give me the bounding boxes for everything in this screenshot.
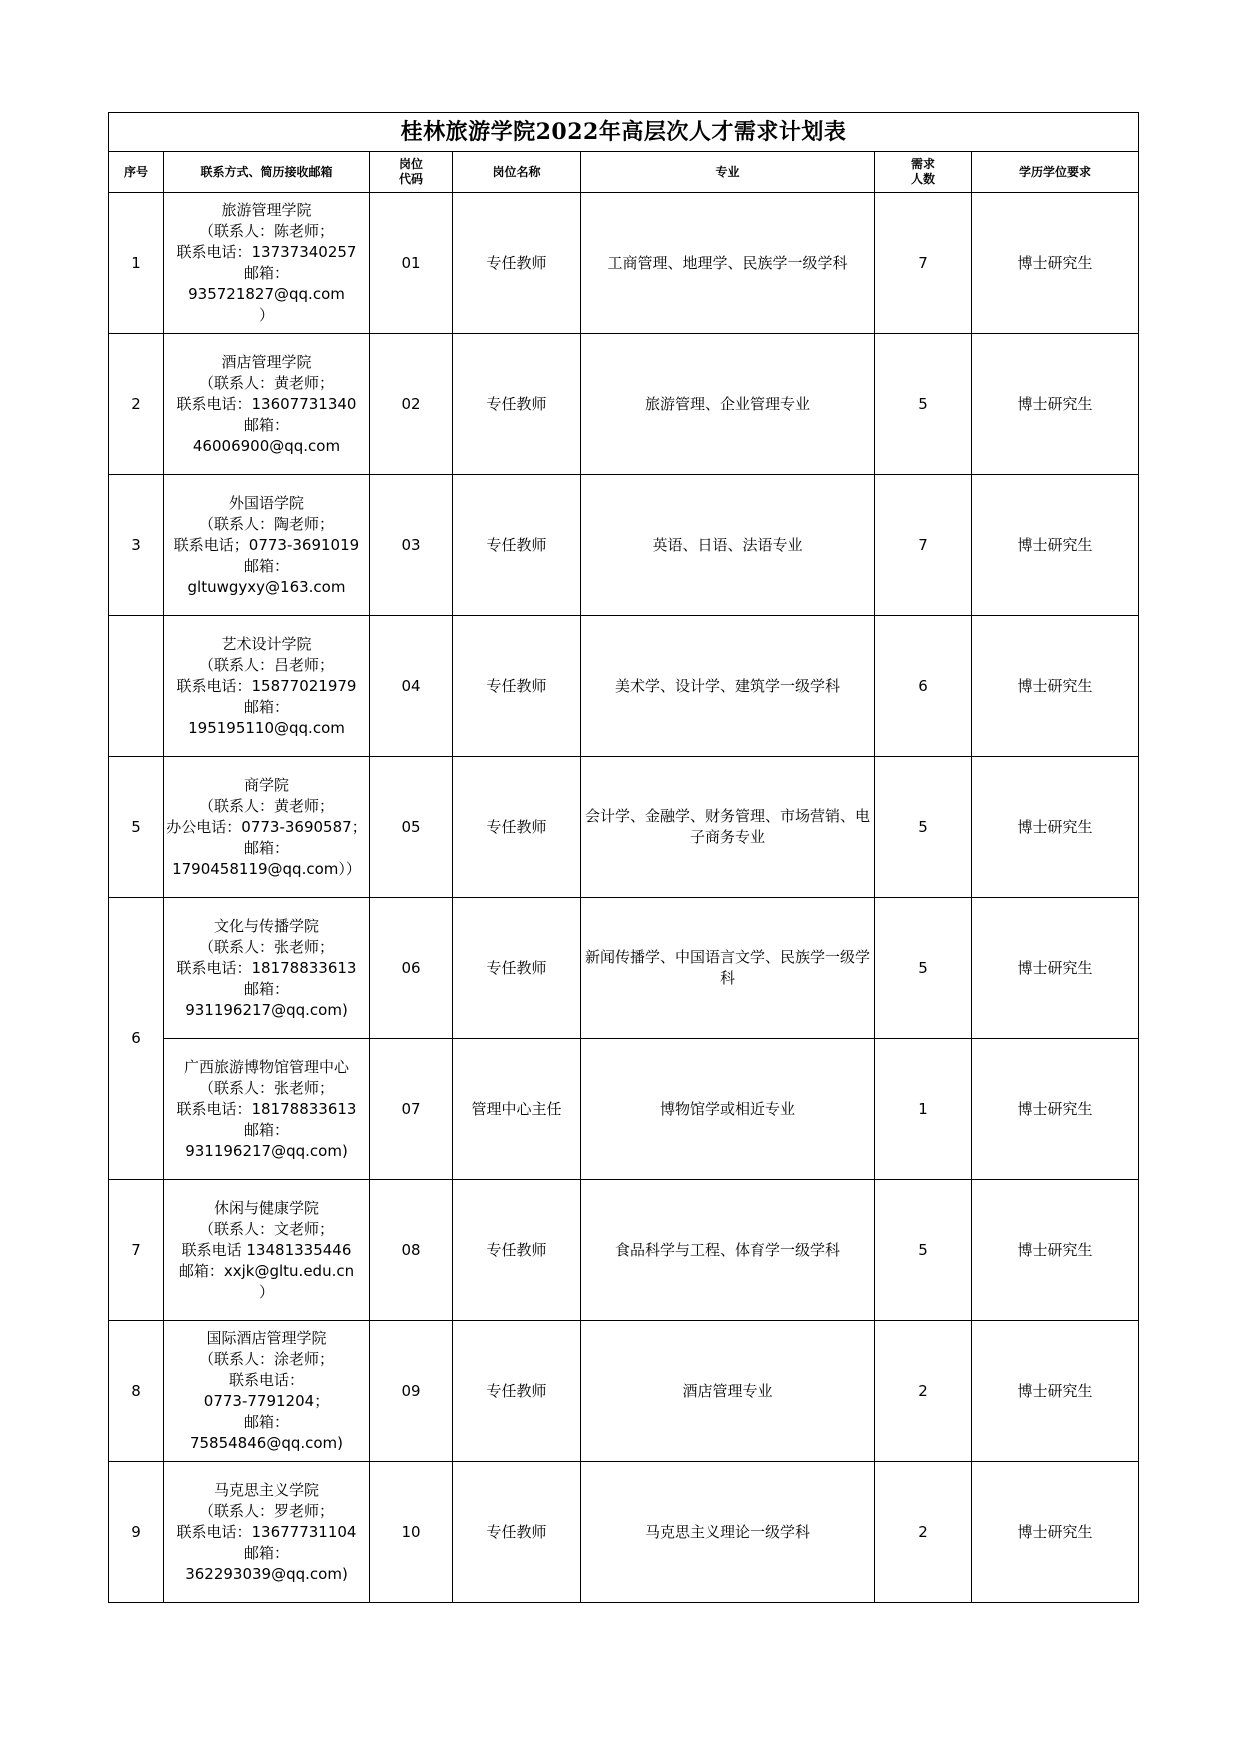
table-row: [109, 1321, 1139, 1462]
contact-line: （联系人：陈老师；: [198, 222, 334, 240]
contact-cell: [164, 898, 370, 1039]
post-code-cell: 04: [370, 616, 453, 757]
major-cell: 新闻传播学、中国语言文学、民族学一级学科: [581, 898, 875, 1039]
post-code-cell: 08: [370, 1180, 453, 1321]
post-code-cell: 01: [370, 193, 453, 334]
major-cell: 美术学、设计学、建筑学一级学科: [581, 616, 875, 757]
major-cell: 马克思主义理论一级学科: [581, 1462, 875, 1603]
degree-cell: 博士研究生: [972, 616, 1139, 757]
contact-line: 邮箱：: [243, 1120, 289, 1139]
contact-line: 外国语学院: [228, 493, 304, 512]
post-name-cell: 专任教师: [453, 757, 581, 898]
degree-cell: 博士研究生: [972, 898, 1139, 1039]
table-row: [109, 1039, 1139, 1180]
header-major: 专业: [581, 152, 875, 193]
demand-count-cell: 2: [875, 1462, 972, 1603]
contact-line: 联系电话：18178833613: [176, 958, 357, 977]
demand-count-cell: 5: [875, 1180, 972, 1321]
demand-count-cell: 1: [875, 1039, 972, 1180]
contact-line: 联系电话：13607731340: [176, 394, 357, 413]
contact-line: 邮箱：: [243, 838, 289, 857]
contact-line: 联系电话：18178833613: [176, 1099, 357, 1118]
contact-line: 邮箱：195195110@qq.com: [188, 697, 345, 737]
header-post-name: 岗位名称: [453, 152, 581, 193]
contact-line: 联系电话：13737340257: [176, 243, 357, 261]
contact-cell: [164, 334, 370, 475]
contact-line: 联系电话；0773-3691019: [173, 535, 360, 554]
contact-cell: [164, 616, 370, 757]
degree-cell: 博士研究生: [972, 1462, 1139, 1603]
demand-count-cell: 5: [875, 898, 972, 1039]
contact-cell: [164, 1462, 370, 1603]
seq-cell: 1: [109, 193, 164, 334]
degree-cell: 博士研究生: [972, 475, 1139, 616]
header-seq: 序号: [109, 152, 164, 193]
demand-count-cell: 6: [875, 616, 972, 757]
post-name-cell: 专任教师: [453, 1180, 581, 1321]
seq-cell: 9: [109, 1462, 164, 1603]
degree-cell: 博士研究生: [972, 334, 1139, 475]
demand-count-cell: 2: [875, 1321, 972, 1462]
contact-line: 办公电话：0773-3690587；: [166, 817, 367, 836]
contact-cell: [164, 1321, 370, 1462]
contact-line: 邮箱：: [243, 1413, 289, 1431]
post-name-cell: 专任教师: [453, 475, 581, 616]
post-code-cell: 06: [370, 898, 453, 1039]
table-row: [109, 1462, 1139, 1603]
seq-cell: 7: [109, 1180, 164, 1321]
contact-cell: [164, 1180, 370, 1321]
table-title: 桂林旅游学院2022年高层次人才需求计划表: [109, 113, 1139, 152]
contact-line: 联系电话：: [228, 1371, 304, 1389]
contact-line: 邮箱：xxjk@gltu.edu.cn: [178, 1261, 355, 1280]
talent-demand-table: [108, 112, 1139, 1603]
contact-line: 旅游管理学院: [221, 201, 312, 219]
header-demand-count: 需求 人数: [875, 152, 972, 193]
contact-line: 邮箱：: [243, 979, 289, 998]
post-name-cell: 专任教师: [453, 334, 581, 475]
contact-line: 931196217@qq.com): [185, 1000, 348, 1019]
contact-cell: [164, 475, 370, 616]
major-cell: 酒店管理专业: [581, 1321, 875, 1462]
degree-cell: 博士研究生: [972, 757, 1139, 898]
post-name-cell: 专任教师: [453, 193, 581, 334]
major-cell: 博物馆学或相近专业: [581, 1039, 875, 1180]
post-name-cell: 专任教师: [453, 1321, 581, 1462]
post-code-cell: 02: [370, 334, 453, 475]
contact-line: ）: [258, 306, 274, 324]
contact-line: （联系人：黄老师；: [198, 796, 334, 815]
major-cell: 会计学、金融学、财务管理、市场营销、电子商务专业: [581, 757, 875, 898]
seq-cell: 8: [109, 1321, 164, 1462]
contact-line: 1790458119@qq.com））: [172, 859, 361, 878]
demand-count-cell: 5: [875, 757, 972, 898]
post-code-cell: 03: [370, 475, 453, 616]
degree-cell: 博士研究生: [972, 1180, 1139, 1321]
contact-line: 931196217@qq.com): [185, 1141, 348, 1160]
table-row: [109, 898, 1139, 1039]
contact-line: （联系人：张老师；: [198, 937, 334, 956]
contact-line: 75854846@qq.com): [189, 1434, 344, 1452]
contact-line: 46006900@qq.com: [192, 436, 341, 455]
contact-line: 邮箱：: [243, 415, 289, 434]
post-code-cell: 07: [370, 1039, 453, 1180]
post-name-cell: 专任教师: [453, 898, 581, 1039]
post-code-cell: 05: [370, 757, 453, 898]
header-row: [109, 152, 1139, 193]
header-contact: 联系方式、简历接收邮箱: [164, 152, 370, 193]
seq-cell: 6: [109, 898, 164, 1180]
table-row: [109, 193, 1139, 334]
seq-cell: 5: [109, 757, 164, 898]
seq-cell: 3: [109, 475, 164, 616]
degree-cell: 博士研究生: [972, 193, 1139, 334]
demand-count-cell: 5: [875, 334, 972, 475]
contact-line: 休闲与健康学院: [213, 1198, 319, 1217]
contact-line: 国际酒店管理学院: [206, 1329, 327, 1347]
post-code-cell: 09: [370, 1321, 453, 1462]
contact-line: 文化与传播学院: [213, 916, 319, 935]
contact-line: 联系电话：15877021979: [176, 676, 357, 695]
seq-cell: 2: [109, 334, 164, 475]
degree-cell: 博士研究生: [972, 1039, 1139, 1180]
contact-line: 酒店管理学院: [221, 352, 312, 371]
degree-cell: 博士研究生: [972, 1321, 1139, 1462]
contact-line: （联系人：黄老师；: [198, 373, 334, 392]
table-row: [109, 475, 1139, 616]
contact-line: 邮箱：gltuwgyxy@163.com: [187, 556, 346, 596]
post-name-cell: 专任教师: [453, 1462, 581, 1603]
table-row: [109, 1180, 1139, 1321]
post-code-cell: 10: [370, 1462, 453, 1603]
contact-line: 邮箱：: [243, 1543, 289, 1562]
major-cell: 旅游管理、企业管理专业: [581, 334, 875, 475]
contact-line: （联系人：张老师；: [198, 1078, 334, 1097]
contact-line: （联系人：陶老师；: [198, 514, 334, 533]
contact-line: 联系电话：13677731104: [176, 1522, 357, 1541]
demand-count-cell: 7: [875, 193, 972, 334]
header-degree: 学历学位要求: [972, 152, 1139, 193]
major-cell: 英语、日语、法语专业: [581, 475, 875, 616]
contact-line: （联系人：罗老师；: [198, 1501, 334, 1520]
post-name-cell: 管理中心主任: [453, 1039, 581, 1180]
table-row: [109, 616, 1139, 757]
contact-line: （联系人：吕老师；: [198, 655, 334, 674]
major-cell: 工商管理、地理学、民族学一级学科: [581, 193, 875, 334]
contact-cell: [164, 193, 370, 334]
contact-line: （联系人：文老师；: [198, 1219, 334, 1238]
table-row: [109, 757, 1139, 898]
contact-cell: [164, 1039, 370, 1180]
contact-line: 广西旅游博物馆管理中心: [183, 1057, 349, 1076]
table-row: [109, 334, 1139, 475]
seq-cell: [109, 616, 164, 757]
contact-line: ）: [258, 1282, 274, 1301]
contact-cell: [164, 757, 370, 898]
contact-line: 邮箱：935721827@qq.com: [188, 264, 345, 303]
contact-line: 马克思主义学院: [213, 1480, 319, 1499]
post-name-cell: 专任教师: [453, 616, 581, 757]
contact-line: 362293039@qq.com): [185, 1564, 348, 1583]
contact-line: 艺术设计学院: [221, 634, 312, 653]
contact-line: 0773-7791204；: [203, 1392, 330, 1410]
contact-line: 联系电话 13481335446: [181, 1240, 352, 1259]
demand-count-cell: 7: [875, 475, 972, 616]
contact-line: （联系人：涂老师；: [198, 1350, 334, 1368]
header-post-code: 岗位 代码: [370, 152, 453, 193]
major-cell: 食品科学与工程、体育学一级学科: [581, 1180, 875, 1321]
contact-line: 商学院: [243, 775, 289, 794]
